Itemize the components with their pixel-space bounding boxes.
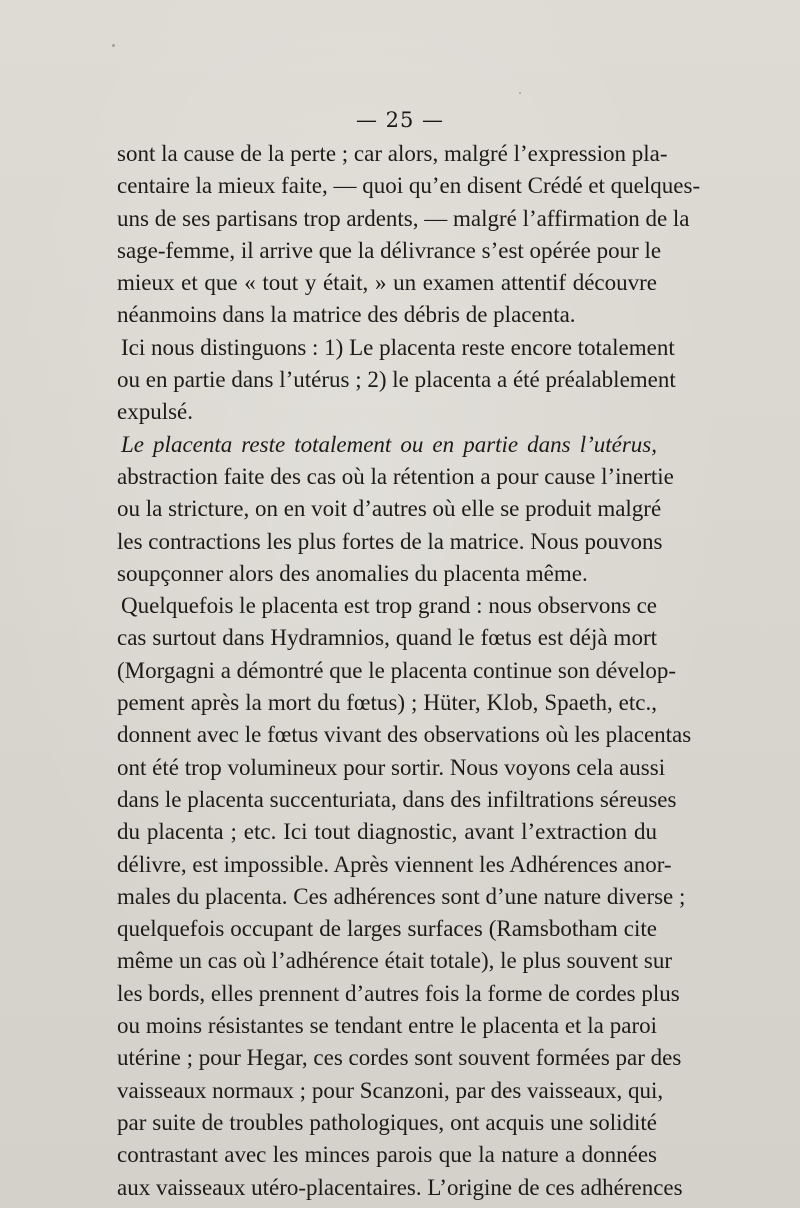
text-line: même un cas où l’adhérence était totale), le plus souvent sur: [117, 948, 672, 974]
text-line: Ici nous distinguons : 1) Le placenta reste encore totalement: [121, 334, 675, 360]
paper-speck: [519, 92, 521, 94]
text-line: les contractions les plus fortes de la matrice. Nous pouvons: [117, 528, 663, 554]
text-line: donnent avec le fœtus vivant des observations où les placentas: [117, 722, 692, 748]
text-line: expulsé.: [117, 399, 194, 425]
text-line: sage-femme, il arrive que la délivrance s’est opérée pour le: [117, 237, 662, 263]
text-line: vaisseaux normaux ; pour Scanzoni, par des vaisseaux, qui,: [117, 1077, 664, 1103]
text-line: abstraction faite des cas où la rétention a pour cause l’inertie: [117, 463, 674, 489]
text-line: pement après la mort du fœtus) ; Hüter, Klob, Spaeth, etc.,: [117, 690, 657, 716]
body-text: [117, 138, 701, 1204]
text-line: males du placenta. Ces adhérences sont d’une nature diverse ;: [117, 883, 686, 909]
text-line: ou moins résistantes se tendant entre le placenta et la paroi: [117, 1013, 657, 1039]
text-line: contrastant avec les minces parois que la nature a données: [117, 1142, 657, 1168]
page-number: — 25 —: [355, 108, 445, 132]
text-line: délivre, est impossible. Après viennent les Adhérences anor-: [117, 851, 672, 877]
text-line: les bords, elles prennent d’autres fois la forme de cordes plus: [117, 980, 680, 1006]
text-line: par suite de troubles pathologiques, ont acquis une solidité: [117, 1109, 657, 1135]
text-line: centaire la mieux faite, — quoi qu’en disent Crédé et quelques-: [117, 173, 701, 199]
text-line: ont été trop volumineux pour sortir. Nous voyons cela aussi: [117, 754, 666, 780]
text-line: utérine ; pour Hegar, ces cordes sont souvent formées par des: [117, 1045, 682, 1071]
text-line: uns de ses partisans trop ardents, — malgré l’affirmation de la: [117, 205, 690, 231]
text-line: sont la cause de la perte ; car alors, malgré l’expression pla-: [117, 141, 668, 166]
section-heading-line: Le placenta reste totalement ou en partie dans l’utérus,: [121, 431, 657, 457]
text-line: cas surtout dans Hydramnios, quand le fœtus est déjà mort: [117, 625, 657, 651]
text-line: du placenta ; etc. Ici tout diagnostic, avant l’extraction du: [117, 819, 657, 845]
text-line: dans le placenta succenturiata, dans des infiltrations séreuses: [117, 786, 677, 812]
text-line: Quelquefois le placenta est trop grand : nous observons ce: [121, 593, 657, 619]
text-line: aux vaisseaux utéro-placentaires. L’origine de ces adhérences: [117, 1174, 683, 1200]
text-line: (Morgagni a démontré que le placenta continue son dévelop-: [117, 657, 677, 683]
text-line: néanmoins dans la matrice des débris de placenta.: [117, 302, 576, 328]
text-line: ou en partie dans l’utérus ; 2) le placenta a été préalablement: [117, 367, 676, 393]
text-line: mieux et que « tout y était, » un examen attentif découvre: [117, 270, 657, 296]
text-line: soupçonner alors des anomalies du placenta même.: [117, 560, 588, 586]
text-line: quelquefois occupant de larges surfaces (Ramsbotham cite: [117, 916, 657, 942]
text-line: ou la stricture, on en voit d’autres où elle se produit malgré: [117, 496, 662, 522]
paper-speck: [112, 44, 115, 47]
